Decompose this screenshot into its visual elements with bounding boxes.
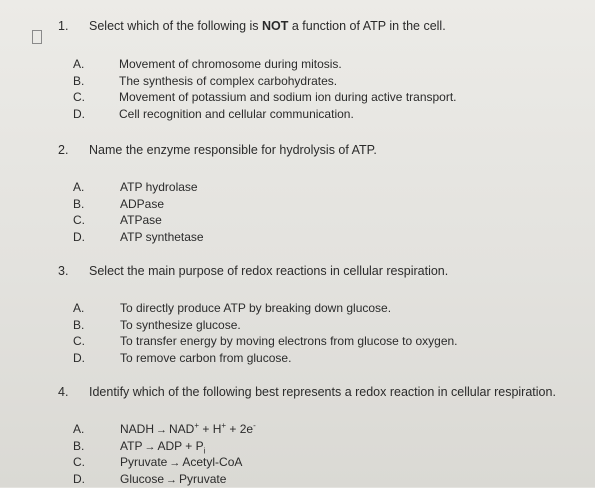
option-d[interactable] [0,229,595,246]
question-row [0,383,595,403]
arrow-icon: → [144,440,156,453]
superscript: + [194,421,200,430]
product: P [195,438,204,453]
reactant: NADH [120,422,155,436]
option-text: Movement of potassium and sodium ion during active transport. [119,90,457,104]
question-text [89,17,446,35]
option-letter: B. [73,317,85,332]
option-letter: C. [73,334,85,348]
option-letter: B. [73,438,85,453]
option-b[interactable] [0,73,595,90]
question-number: 1. [58,19,69,33]
option-text: Cell recognition and cellular communication. [119,106,354,121]
question-row [0,141,595,161]
superscript: + [221,421,227,430]
question-3-options [0,300,595,366]
question-text-part: a function of ATP in the cell. [288,19,446,33]
option-a[interactable] [0,179,595,196]
question-4-options [0,421,595,487]
question-number: 3. [58,264,69,278]
option-text: ATP synthetase [120,229,204,244]
option-text: The synthesis of complex carbohydrates. [119,73,338,88]
question-4 [0,383,595,403]
option-text: Movement of chromosome during mitosis. [119,57,342,71]
option-c[interactable] [0,333,595,350]
option-letter: A. [73,180,85,194]
option-b[interactable] [0,196,595,213]
question-1-options [0,56,595,122]
reactant: Pyruvate [120,455,168,469]
option-letter: A. [73,57,85,71]
arrow-icon: → [156,424,168,436]
product: Acetyl-CoA [182,455,243,469]
option-equation [120,454,242,471]
question-text: Identify which of the following best represents a redox reaction in cellular respiration. [89,385,556,399]
option-letter: B. [73,73,85,88]
option-text: To directly produce ATP by breaking down glucose. [120,301,392,315]
option-letter: B. [73,196,85,211]
question-1 [0,17,595,37]
product: H [212,422,222,436]
option-text: To transfer energy by moving electrons from glucose to oxygen. [120,334,458,348]
product: NAD [169,422,195,436]
question-2 [0,141,595,161]
plus-sign: + [181,438,196,453]
option-a[interactable] [0,56,595,73]
question-2-options [0,179,595,245]
option-letter: D. [73,471,85,486]
subscript: i [203,445,206,455]
option-equation [120,438,205,455]
question-text-emphasis: NOT [262,19,289,33]
option-b[interactable] [0,438,595,455]
question-3 [0,262,595,282]
option-c[interactable] [0,89,595,106]
option-b[interactable] [0,317,595,334]
product: Pyruvate [179,471,227,486]
plus-sign: + [199,422,213,436]
question-text: Select the main purpose of redox reactions in cellular respiration. [89,264,449,278]
product: 2e [239,422,254,436]
option-letter: D. [73,229,85,244]
option-text: ADPase [120,196,165,211]
question-row [0,17,595,37]
option-letter: A. [73,301,85,315]
option-c[interactable] [0,212,595,229]
option-letter: A. [73,422,85,436]
option-a[interactable] [0,421,595,438]
question-text-part: Select which of the following is [89,19,263,33]
option-a[interactable] [0,300,595,317]
option-d[interactable] [0,471,595,488]
option-letter: C. [73,455,85,469]
option-letter: D. [73,350,85,365]
plus-sign: + [226,422,240,436]
superscript: - [253,421,256,430]
reactant: Glucose [120,471,165,486]
arrow-icon: → [169,457,181,469]
question-number: 4. [58,385,69,399]
option-letter: C. [73,213,85,227]
option-text: To synthesize glucose. [120,317,241,332]
reactant: ATP [120,438,143,453]
option-text: To remove carbon from glucose. [120,350,292,365]
option-text: ATP hydrolase [120,180,198,194]
option-letter: D. [73,106,85,121]
option-c[interactable] [0,454,595,471]
option-equation [120,421,256,438]
option-text: ATPase [120,213,162,227]
option-equation [120,471,226,488]
question-row [0,262,595,282]
question-text: Name the enzyme responsible for hydrolysis of ATP. [89,143,377,157]
arrow-icon: → [166,473,178,486]
option-letter: C. [73,90,85,104]
question-number: 2. [58,143,69,157]
product: ADP [157,438,182,453]
option-d[interactable] [0,106,595,123]
option-d[interactable] [0,350,595,367]
